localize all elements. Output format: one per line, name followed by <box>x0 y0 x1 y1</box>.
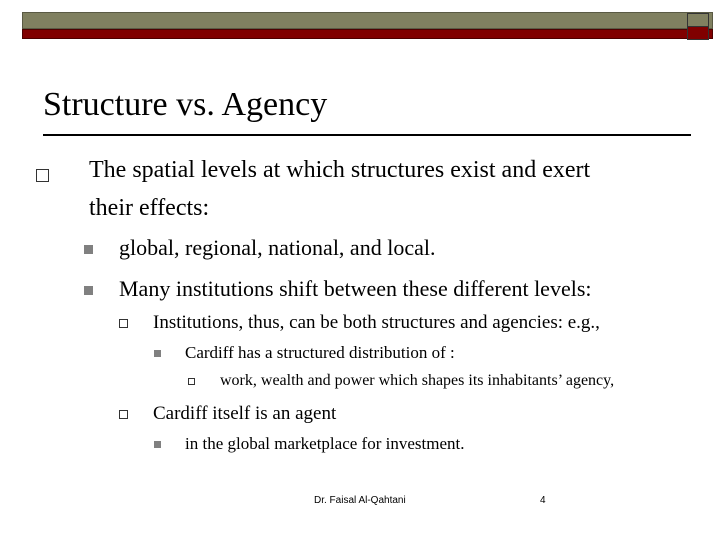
bullet-level1-line1: The spatial levels at which structures exist and exert <box>89 157 591 183</box>
slide-title: Structure vs. Agency <box>43 86 328 123</box>
bullet-level4-cardiff-distribution: Cardiff has a structured distribution of : <box>185 343 455 362</box>
title-divider <box>43 134 691 136</box>
bullet-level2-global: global, regional, national, and local. <box>119 235 436 260</box>
bullet-level4-global-marketplace: in the global marketplace for investment. <box>185 434 465 453</box>
hollow-square-bullet-icon <box>119 410 128 419</box>
header-band-maroon <box>22 29 713 39</box>
filled-square-bullet-icon <box>154 350 161 357</box>
bullet-level2-institutions: Many institutions shift between these different levels: <box>119 276 592 301</box>
header-band-olive <box>22 12 713 29</box>
header-band <box>22 12 713 39</box>
bullet-level5-work-wealth-power: work, wealth and power which shapes its inhabitants’ agency, <box>220 372 615 389</box>
hollow-square-bullet-icon <box>188 378 195 385</box>
filled-square-bullet-icon <box>84 286 93 295</box>
footer-page-number: 4 <box>540 495 546 506</box>
bullet-level3-structures-agencies: Institutions, thus, can be both structures and agencies: e.g., <box>153 312 600 333</box>
filled-square-bullet-icon <box>84 245 93 254</box>
filled-square-bullet-icon <box>154 441 161 448</box>
footer-author: Dr. Faisal Al-Qahtani <box>314 495 406 506</box>
bullet-level1-line2: their effects: <box>89 195 210 221</box>
hollow-square-bullet-icon <box>36 169 49 182</box>
bullet-level3-cardiff-agent: Cardiff itself is an agent <box>153 403 337 424</box>
hollow-square-bullet-icon <box>119 319 128 328</box>
corner-square-maroon <box>687 26 709 40</box>
